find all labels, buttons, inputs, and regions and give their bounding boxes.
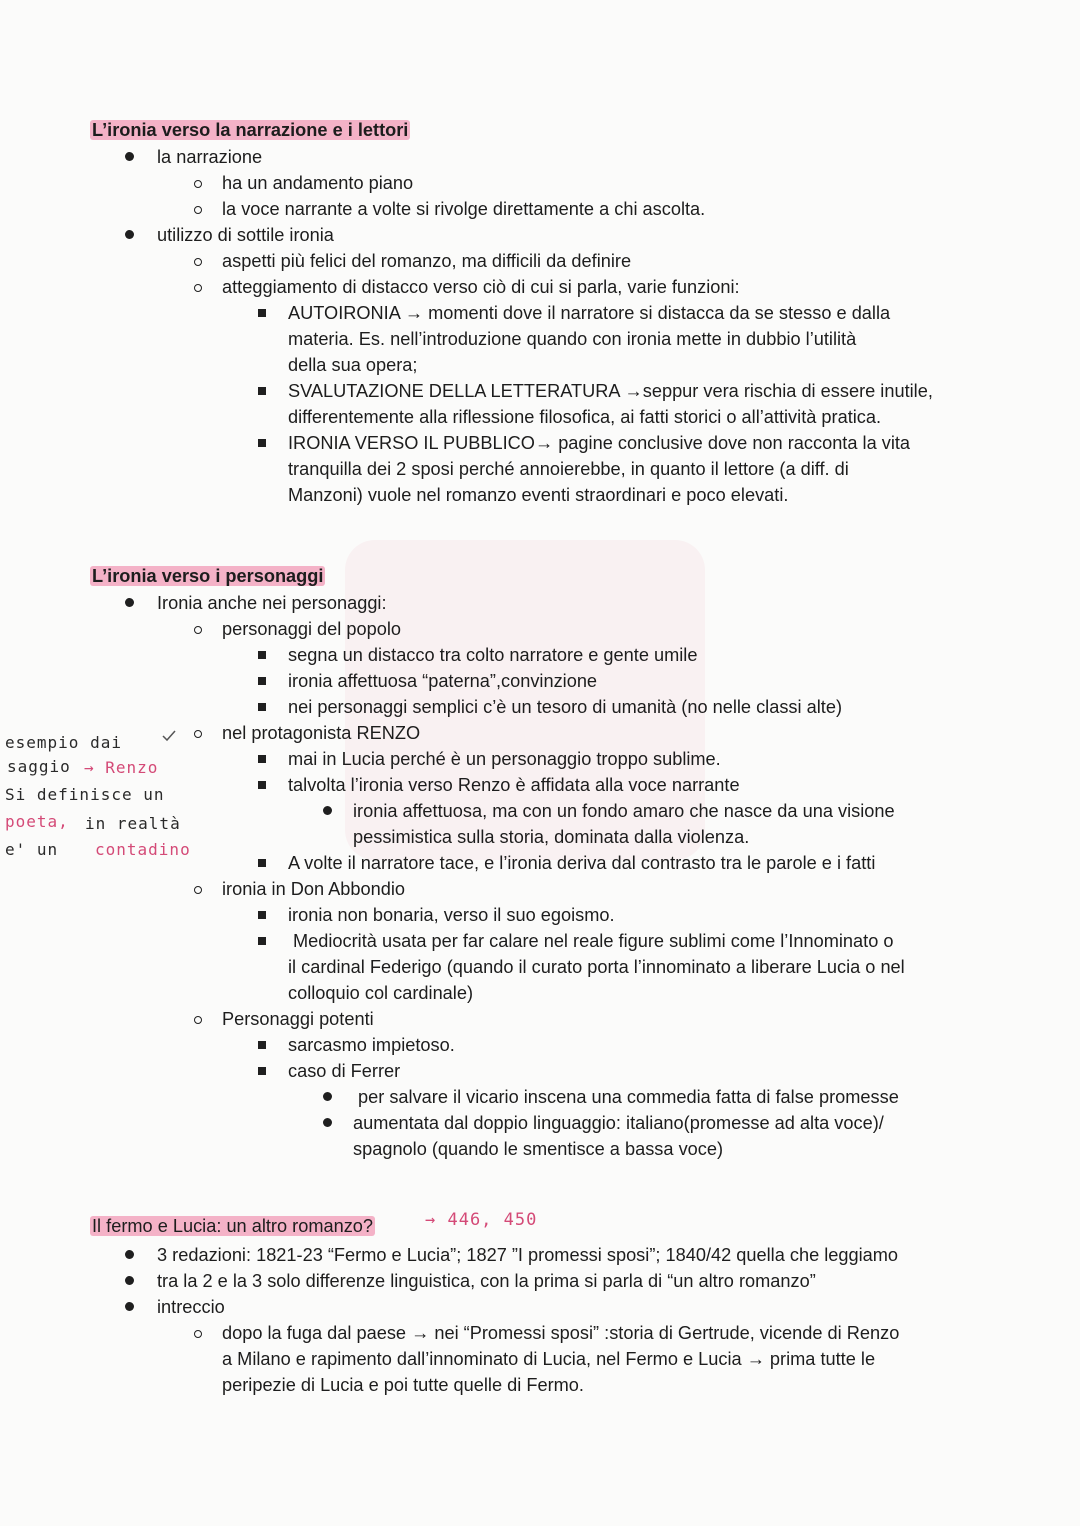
section-title-fermo-lucia: Il fermo e Lucia: un altro romanzo? <box>92 1216 374 1236</box>
square-bullet-icon <box>258 677 266 685</box>
check-mark-icon <box>160 728 182 746</box>
square-bullet-icon <box>258 937 266 945</box>
list-item: caso di Ferrer <box>288 1061 401 1081</box>
list-item: A volte il narratore tace, e l’ironia deriva dal contrasto tra le parole e i fatti <box>288 853 876 873</box>
list-item: ironia affettuosa “paterna”,convinzione <box>288 671 598 691</box>
bullet-icon <box>125 230 134 239</box>
margin-note-line: contadino <box>95 840 191 859</box>
page-reference-note: → 446, 450 <box>425 1210 538 1230</box>
section-title-personaggi: L’ironia verso i personaggi <box>92 566 324 586</box>
list-item: SVALUTAZIONE DELLA LETTERATURA →seppur vera rischia di essere inutile, <box>288 381 933 401</box>
list-item: 3 redazioni: 1821-23 “Fermo e Lucia”; 1827 ”I promessi sposi”; 1840/42 quella che leggiamo <box>157 1245 899 1265</box>
list-item: Ironia anche nei personaggi: <box>157 593 387 613</box>
circle-bullet-icon <box>194 284 202 292</box>
list-item-cont: differentemente alla riflessione filosofica, ai fatti storici o all’attività pratica. <box>288 407 882 427</box>
list-item-cont: colloquio col cardinale) <box>288 983 474 1003</box>
margin-note-line: esempio dai <box>5 733 122 752</box>
list-item-cont: Manzoni) vuole nel romanzo eventi straordinari e poco elevati. <box>288 485 789 505</box>
circle-bullet-icon <box>194 730 202 738</box>
list-item: talvolta l’ironia verso Renzo è affidata alla voce narrante <box>288 775 740 795</box>
list-item: nel protagonista RENZO <box>222 723 421 743</box>
circle-bullet-icon <box>194 886 202 894</box>
bullet-icon <box>323 1092 332 1101</box>
bullet-icon <box>323 1118 332 1127</box>
square-bullet-icon <box>258 309 266 317</box>
margin-note-line: in realtà <box>85 814 181 833</box>
bullet-icon <box>125 1250 134 1259</box>
circle-bullet-icon <box>194 206 202 214</box>
list-item-cont: pessimistica sulla storia, dominata dalla violenza. <box>353 827 750 847</box>
list-item: personaggi del popolo <box>222 619 401 639</box>
list-item: atteggiamento di distacco verso ciò di cui si parla, varie funzioni: <box>222 277 740 297</box>
list-item-cont: tranquilla dei 2 sposi perché annoierebbe, in quanto il lettore (a diff. di <box>288 459 849 479</box>
section-title-narrazione: L’ironia verso la narrazione e i lettori <box>92 120 409 140</box>
square-bullet-icon <box>258 911 266 919</box>
list-item: segna un distacco tra colto narratore e gente umile <box>288 645 698 665</box>
square-bullet-icon <box>258 651 266 659</box>
list-item-cont: spagnolo (quando le smentisce a bassa voce) <box>353 1139 724 1159</box>
list-item: ha un andamento piano <box>222 173 414 193</box>
square-bullet-icon <box>258 703 266 711</box>
circle-bullet-icon <box>194 1016 202 1024</box>
list-item: utilizzo di sottile ironia <box>157 225 334 245</box>
circle-bullet-icon <box>194 626 202 634</box>
square-bullet-icon <box>258 387 266 395</box>
list-item: nei personaggi semplici c’è un tesoro di umanità (no nelle classi alte) <box>288 697 842 717</box>
square-bullet-icon <box>258 439 266 447</box>
margin-note-line: e' un <box>5 840 59 859</box>
list-item-cont: a Milano e rapimento dall’innominato di Lucia, nel Fermo e Lucia → prima tutte le <box>222 1349 876 1369</box>
list-item: aspetti più felici del romanzo, ma difficili da definire <box>222 251 632 271</box>
bullet-icon <box>125 1276 134 1285</box>
list-item: mai in Lucia perché è un personaggio troppo sublime. <box>288 749 721 769</box>
square-bullet-icon <box>258 1067 266 1075</box>
margin-note-line: → Renzo <box>84 758 159 777</box>
bullet-icon <box>125 1302 134 1311</box>
list-item: IRONIA VERSO IL PUBBLICO→ pagine conclusive dove non racconta la vita <box>288 433 911 453</box>
square-bullet-icon <box>258 859 266 867</box>
list-item: ironia affettuosa, ma con un fondo amaro che nasce da una visione <box>353 801 895 821</box>
list-item: dopo la fuga dal paese → nei “Promessi sposi” :storia di Gertrude, vicende di Renzo <box>222 1323 900 1343</box>
list-item-cont: materia. Es. nell’introduzione quando con ironia mette in dubbio l’utilità <box>288 329 857 349</box>
circle-bullet-icon <box>194 180 202 188</box>
list-item: ironia in Don Abbondio <box>222 879 406 899</box>
bullet-icon <box>125 598 134 607</box>
margin-note-line: poeta, <box>5 812 69 831</box>
square-bullet-icon <box>258 755 266 763</box>
list-item: intreccio <box>157 1297 225 1317</box>
circle-bullet-icon <box>194 1330 202 1338</box>
list-item: AUTOIRONIA → momenti dove il narratore si distacca da se stesso e dalla <box>288 303 891 323</box>
circle-bullet-icon <box>194 258 202 266</box>
list-item: Personaggi potenti <box>222 1009 374 1029</box>
list-item: per salvare il vicario inscena una commedia fatta di false promesse <box>358 1087 899 1107</box>
square-bullet-icon <box>258 781 266 789</box>
list-item: sarcasmo impietoso. <box>288 1035 455 1055</box>
list-item: tra la 2 e la 3 solo differenze linguistica, con la prima si parla di “un altro romanzo” <box>157 1271 816 1291</box>
list-item: la narrazione <box>157 147 263 167</box>
bullet-icon <box>125 152 134 161</box>
margin-note-line: Si definisce un <box>5 785 165 804</box>
margin-note-line: saggio <box>7 757 71 776</box>
list-item: ironia non bonaria, verso il suo egoismo. <box>288 905 615 925</box>
list-item: aumentata dal doppio linguaggio: italiano(promesse ad alta voce)/ <box>353 1113 884 1133</box>
list-item: Mediocrità usata per far calare nel reale figure sublimi come l’Innominato o <box>293 931 894 951</box>
list-item-cont: il cardinal Federigo (quando il curato porta l’innominato a liberare Lucia o nel <box>288 957 905 977</box>
square-bullet-icon <box>258 1041 266 1049</box>
list-item-cont: peripezie di Lucia e poi tutte quelle di Fermo. <box>222 1375 584 1395</box>
bullet-icon <box>323 806 332 815</box>
list-item: la voce narrante a volte si rivolge direttamente a chi ascolta. <box>222 199 706 219</box>
list-item-cont: della sua opera; <box>288 355 418 375</box>
